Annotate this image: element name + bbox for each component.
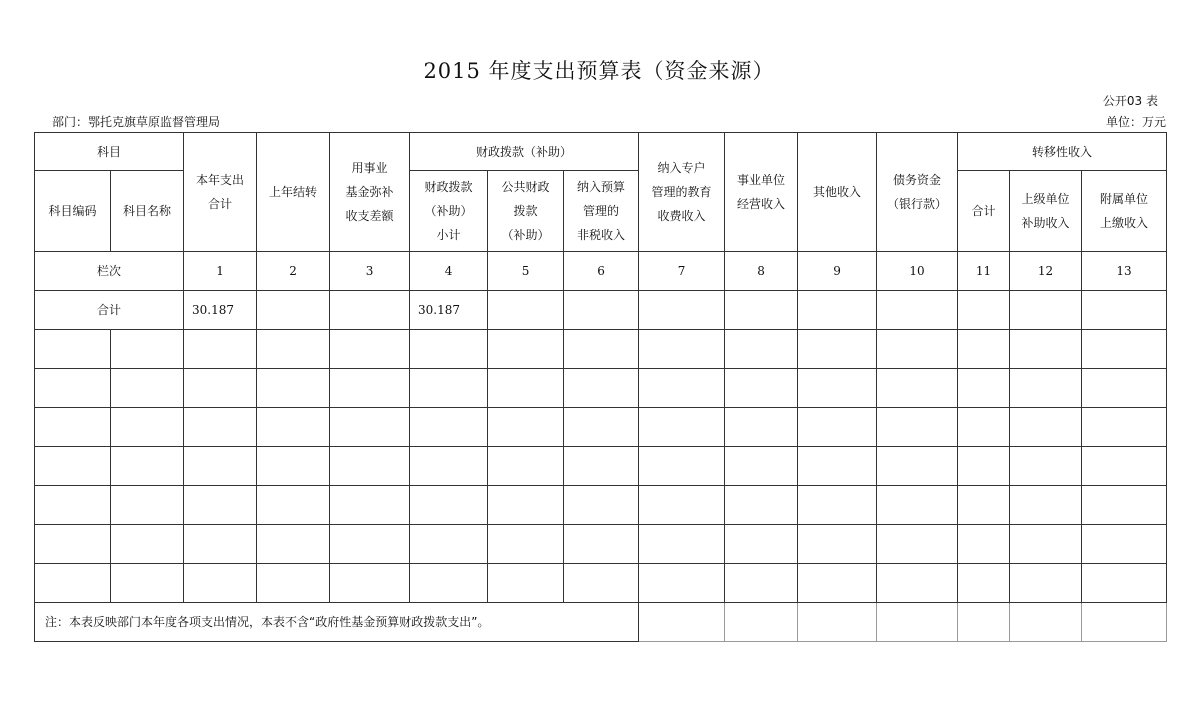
header-fiscal: 财政拨款（补助） (410, 133, 639, 171)
column-number: 12 (1010, 252, 1082, 291)
total-row (35, 291, 1167, 330)
column-number: 6 (564, 252, 639, 291)
total-value (798, 291, 877, 330)
header-subject-code: 科目编码 (35, 171, 111, 252)
empty-row (35, 564, 1167, 603)
total-value (1010, 291, 1082, 330)
total-value (725, 291, 798, 330)
column-number: 7 (639, 252, 725, 291)
header-subject-name: 科目名称 (111, 171, 184, 252)
column-number: 10 (877, 252, 958, 291)
column-number: 3 (330, 252, 410, 291)
column-number-row (35, 252, 1167, 291)
total-value: 30.187 (184, 291, 257, 330)
empty-row (35, 330, 1167, 369)
table-note: 注：本表反映部门本年度各项支出情况，本表不含“政府性基金预算财政拨款支出”。 (35, 603, 639, 642)
column-number: 5 (488, 252, 564, 291)
unit-label: 单位：万元 (1105, 115, 1166, 129)
empty-row (35, 486, 1167, 525)
column-number: 1 (184, 252, 257, 291)
empty-row (35, 408, 1167, 447)
header-transfer: 转移性收入 (958, 133, 1167, 171)
header-carryover: 上年结转 (257, 133, 330, 252)
total-value (958, 291, 1010, 330)
column-number: 2 (257, 252, 330, 291)
total-value: 30.187 (410, 291, 488, 330)
header-debt-fund: 债务资金 （银行款） (877, 133, 958, 252)
header-fiscal-subtotal: 财政拨款 （补助） 小计 (410, 171, 488, 252)
total-value (877, 291, 958, 330)
budget-table (34, 132, 1167, 642)
header-non-tax: 纳入预算 管理的 非税收入 (564, 171, 639, 252)
column-number: 8 (725, 252, 798, 291)
header-other-income: 其他收入 (798, 133, 877, 252)
total-value (1082, 291, 1167, 330)
table-code: 公开03 表 (1102, 94, 1158, 108)
column-row-label: 栏次 (35, 252, 184, 291)
header-transfer-total: 合计 (958, 171, 1010, 252)
header-subsidiary-payment: 附属单位 上缴收入 (1082, 171, 1167, 252)
total-row-label: 合计 (35, 291, 184, 330)
header-total-expense: 本年支出 合计 (184, 133, 257, 252)
header-education-fee: 纳入专户 管理的教育 收费收入 (639, 133, 725, 252)
column-number: 4 (410, 252, 488, 291)
header-business-income: 事业单位 经营收入 (725, 133, 798, 252)
header-superior-subsidy: 上级单位 补助收入 (1010, 171, 1082, 252)
column-number: 11 (958, 252, 1010, 291)
empty-row (35, 447, 1167, 486)
header-business-fund: 用事业 基金弥补 收支差额 (330, 133, 410, 252)
header-subject: 科目 (35, 133, 184, 171)
page-title: 2015 年度支出预算表（资金来源） (423, 59, 775, 83)
total-value (564, 291, 639, 330)
total-value (639, 291, 725, 330)
header-row-1 (35, 133, 1167, 171)
column-number: 9 (798, 252, 877, 291)
total-value (257, 291, 330, 330)
empty-row (35, 525, 1167, 564)
empty-row (35, 369, 1167, 408)
header-public-fiscal: 公共财政 拨款 （补助） (488, 171, 564, 252)
note-row (35, 603, 1167, 642)
total-value (488, 291, 564, 330)
department-label: 部门：鄂托克旗草原监督管理局 (52, 115, 221, 129)
column-number: 13 (1082, 252, 1167, 291)
total-value (330, 291, 410, 330)
